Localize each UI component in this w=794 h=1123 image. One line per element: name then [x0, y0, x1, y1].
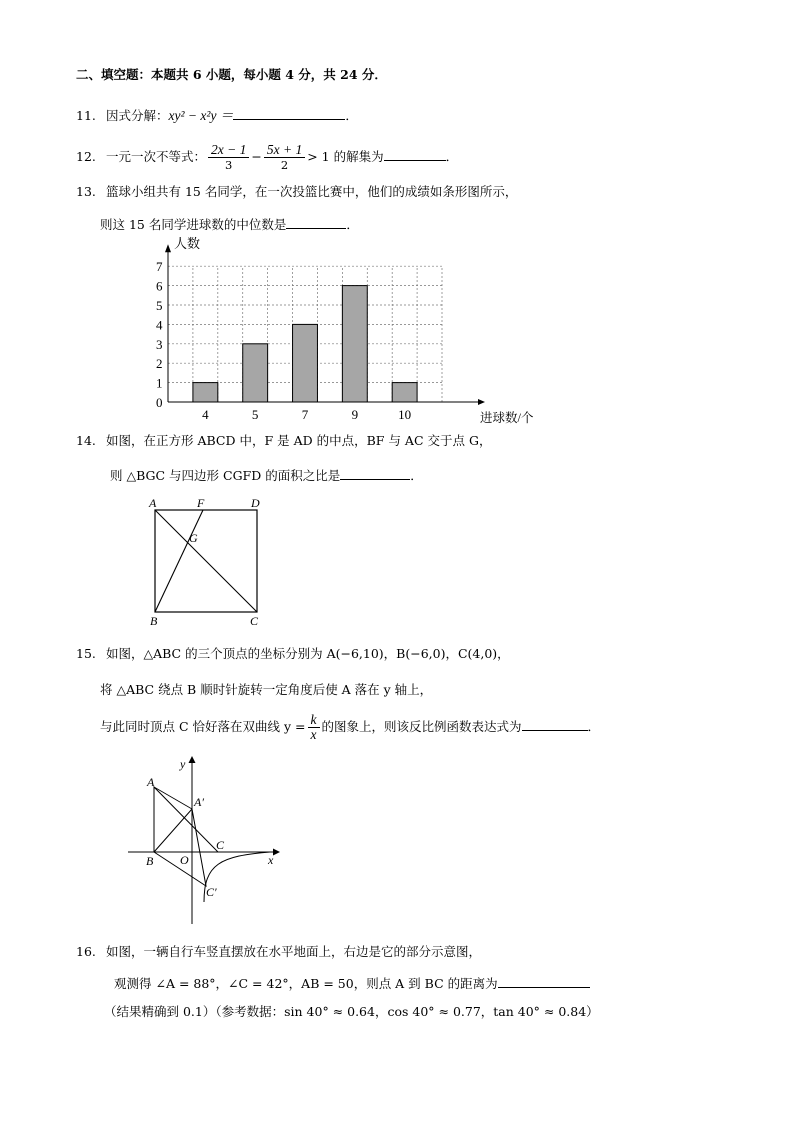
label-a-prime: A′	[194, 795, 204, 809]
triangle-abc	[154, 787, 218, 852]
q13-text: 篮球小组共有 15 名同学，在一次投篮比赛中，他们的成绩如条形图所示，	[106, 184, 518, 199]
label-x: x	[268, 853, 274, 867]
fraction-denominator: 2	[280, 158, 289, 172]
q15-period: ．	[587, 719, 601, 734]
q11-prefix: 因式分解：	[106, 108, 169, 123]
fraction-1	[208, 143, 249, 172]
section-heading: 二、填空题：本题共 6 小题，每小题 4 分，共 24 分．	[76, 67, 387, 82]
x-tick-label: 10	[398, 407, 412, 422]
fraction-k-over-x	[308, 713, 320, 742]
q13-period: ．	[346, 217, 359, 232]
fraction-denominator: x	[310, 727, 317, 742]
question-number: 16.	[76, 944, 96, 959]
question-16-line2	[114, 973, 590, 993]
label-d: D	[251, 496, 260, 510]
bar	[193, 383, 218, 402]
question-number: 13.	[76, 184, 96, 199]
x-tick-label: 7	[301, 407, 309, 422]
triangle-abc-rotated	[154, 809, 206, 886]
square-figure	[140, 492, 280, 632]
answer-blank[interactable]	[522, 716, 588, 731]
y-tick-label: 5	[156, 298, 163, 313]
question-number: 15.	[76, 646, 96, 661]
question-15-line1	[76, 645, 510, 663]
answer-blank[interactable]	[384, 146, 446, 161]
y-axis-label: 人数	[174, 236, 201, 251]
y-tick-label: 1	[156, 375, 163, 391]
y-tick-label: 6	[156, 278, 163, 294]
y-tick-label: 3	[156, 336, 163, 352]
bar-chart	[140, 230, 540, 430]
q16-text: 如图，一辆自行车竖直摆放在水平地面上，右边是它的部分示意图，	[106, 944, 482, 959]
label-a: A	[147, 775, 155, 789]
label-g: G	[189, 531, 198, 545]
question-11	[76, 105, 358, 125]
label-y: y	[180, 757, 186, 771]
label-c: C	[216, 838, 225, 852]
q14-period: ．	[410, 468, 423, 483]
x-tick-label: 9	[351, 407, 359, 422]
question-14-line2	[110, 465, 423, 485]
y-tick-label: 4	[156, 317, 163, 333]
q13-text: 则这 15 名同学进球数的中位数是	[100, 217, 287, 232]
coordinate-figure	[120, 752, 290, 932]
diagonal-ac	[155, 510, 257, 612]
question-13-line1	[76, 183, 517, 201]
fraction-numerator: k	[308, 713, 320, 728]
q15-text: 如图，△ABC 的三个顶点的坐标分别为 A(−6,10)，B(−6,0)，C(4,0)，	[106, 646, 510, 661]
bar	[293, 324, 318, 402]
label-f: F	[197, 496, 205, 510]
label-o: O	[180, 853, 189, 867]
q15-text: 的图象上，则该反比例函数表达式为	[321, 719, 522, 734]
label-c-prime: C′	[206, 885, 217, 899]
y-tick-label: 7	[156, 259, 163, 275]
q16-text: （结果精确到 0.1）（参考数据：sin 40° ≈ 0.64，cos 40° ≈ 0.77，tan 40° ≈ 0.84）	[104, 1004, 599, 1019]
q12-suffix: > 1 的解集为	[307, 149, 384, 164]
answer-blank[interactable]	[286, 214, 346, 229]
y-axis-arrow	[165, 244, 171, 252]
label-a: A	[149, 496, 157, 510]
answer-blank[interactable]	[340, 465, 410, 480]
question-number: 12.	[76, 149, 96, 164]
bar	[342, 286, 367, 402]
question-16-line3	[104, 1003, 599, 1021]
q12-prefix: 一元一次不等式：	[106, 149, 207, 164]
fraction-2	[264, 143, 305, 172]
x-axis-label: 进球数/个	[480, 411, 534, 425]
y-tick-label: 2	[156, 356, 163, 372]
label-b: B	[150, 614, 158, 628]
q15-text: 将 △ABC 绕点 B 顺时针旋转一定角度后使 A 落在 y 轴上，	[100, 682, 433, 697]
label-c: C	[250, 614, 259, 628]
y-tick-label: 0	[156, 395, 163, 410]
question-15-line3	[100, 710, 600, 744]
x-tick-label: 4	[202, 407, 209, 422]
answer-blank[interactable]	[498, 973, 590, 988]
fraction-denominator: 3	[225, 158, 233, 172]
q14-text: 如图，在正方形 ABCD 中，F 是 AD 的中点，BF 与 AC 交于点 G，	[106, 433, 492, 448]
label-b: B	[146, 854, 154, 868]
question-16-line1	[76, 943, 481, 961]
q14-text: 则 △BGC 与四边形 CGFD 的面积之比是	[110, 468, 341, 483]
q11-period: ．	[345, 108, 358, 123]
q11-expression: xy² − x²y ＝	[168, 108, 234, 123]
x-axis-arrow	[478, 399, 485, 405]
segment-bf	[155, 510, 203, 612]
q12-period: ．	[445, 149, 459, 164]
bar	[243, 344, 268, 402]
q16-text: 观测得 ∠A = 88°，∠C = 42°，AB = 50，则点 A 到 BC 的距离为	[114, 976, 498, 991]
q15-text: 与此同时顶点 C 恰好落在双曲线 y =	[100, 719, 306, 734]
fraction-numerator: 2x − 1	[208, 143, 249, 158]
x-tick-label: 5	[251, 407, 259, 422]
minus-sign: −	[251, 149, 262, 164]
question-14-line1	[76, 432, 491, 450]
question-number: 14.	[76, 433, 96, 448]
answer-blank[interactable]	[233, 105, 345, 120]
question-12	[76, 140, 458, 174]
question-15-line2	[100, 681, 432, 699]
fraction-numerator: 5x + 1	[264, 143, 305, 158]
bar	[392, 383, 417, 402]
question-number: 11.	[76, 108, 96, 123]
